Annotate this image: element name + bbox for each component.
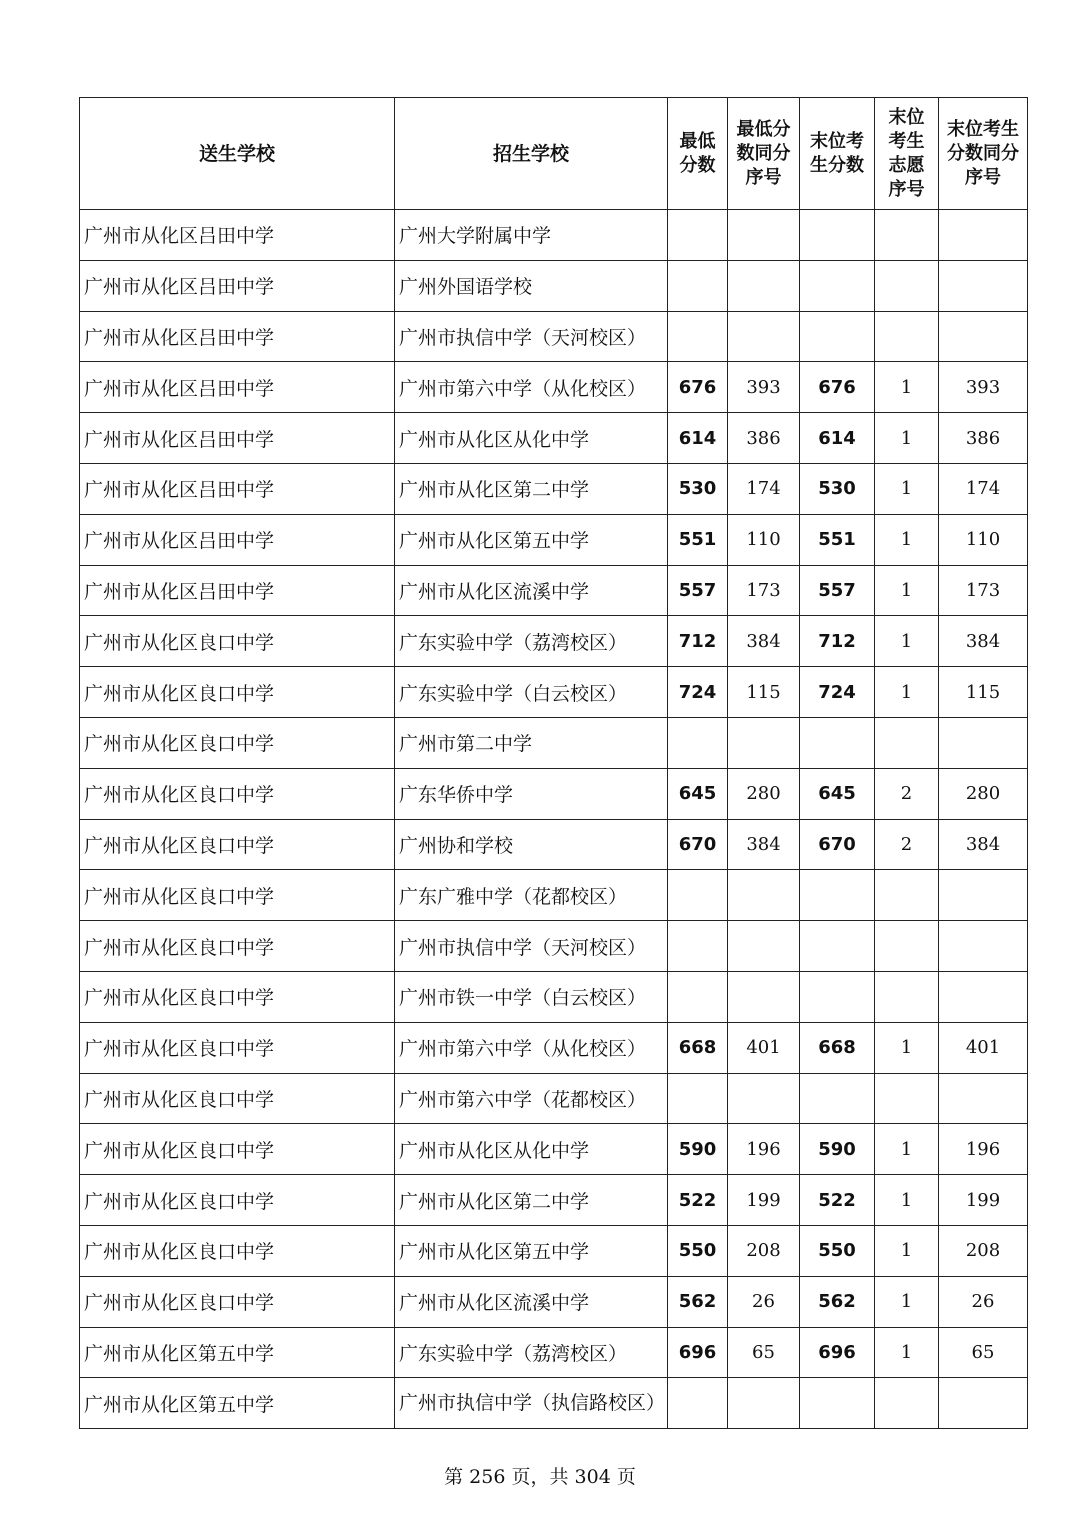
last-student-score-cell: [800, 1378, 875, 1429]
last-student-choice-rank-cell: [875, 260, 939, 311]
last-student-choice-rank-cell: 1: [875, 413, 939, 464]
last-student-choice-rank-cell: 1: [875, 1124, 939, 1175]
last-student-tie-rank-cell: [939, 1073, 1028, 1124]
table-row: [80, 971, 1028, 1022]
min-score-cell: 670: [668, 819, 728, 870]
min-score-tie-rank-cell: [728, 1378, 800, 1429]
last-student-score-cell: 724: [800, 667, 875, 718]
sending-school-cell: 广州市从化区良口中学: [80, 1073, 395, 1124]
table-row: [80, 514, 1028, 565]
table-row: [80, 362, 1028, 413]
last-student-tie-rank-cell: 386: [939, 413, 1028, 464]
header-sending-school: 送生学校: [80, 98, 395, 210]
last-student-choice-rank-cell: 1: [875, 1225, 939, 1276]
last-student-tie-rank-cell: 65: [939, 1327, 1028, 1378]
last-student-tie-rank-cell: 173: [939, 565, 1028, 616]
admitting-school-cell: 广州市从化区流溪中学: [395, 1276, 668, 1327]
header-row: [80, 98, 1028, 210]
min-score-tie-rank-cell: 401: [728, 1022, 800, 1073]
min-score-cell: 696: [668, 1327, 728, 1378]
admission-results-table: [79, 97, 1028, 1429]
admitting-school-cell: 广州市从化区第二中学: [395, 463, 668, 514]
last-student-score-cell: [800, 260, 875, 311]
admitting-school-cell: 广州市从化区第五中学: [395, 1225, 668, 1276]
table-row: [80, 311, 1028, 362]
sending-school-cell: 广州市从化区吕田中学: [80, 514, 395, 565]
table-row: [80, 1124, 1028, 1175]
last-student-choice-rank-cell: 1: [875, 1175, 939, 1226]
header-min-score: 最低 分数: [668, 98, 728, 210]
table-row: [80, 870, 1028, 921]
admitting-school-cell: 广州市执信中学（天河校区）: [395, 921, 668, 972]
last-student-choice-rank-cell: 1: [875, 667, 939, 718]
last-student-score-cell: 614: [800, 413, 875, 464]
table-row: [80, 1175, 1028, 1226]
table-row: [80, 210, 1028, 261]
last-student-choice-rank-cell: 1: [875, 362, 939, 413]
min-score-tie-rank-cell: 115: [728, 667, 800, 718]
min-score-tie-rank-cell: [728, 717, 800, 768]
table-row: [80, 1225, 1028, 1276]
sending-school-cell: 广州市从化区吕田中学: [80, 463, 395, 514]
sending-school-cell: 广州市从化区吕田中学: [80, 311, 395, 362]
last-student-tie-rank-cell: [939, 210, 1028, 261]
admitting-school-cell: 广东实验中学（荔湾校区）: [395, 616, 668, 667]
min-score-cell: [668, 717, 728, 768]
sending-school-cell: 广州市从化区良口中学: [80, 819, 395, 870]
last-student-tie-rank-cell: [939, 921, 1028, 972]
min-score-tie-rank-cell: 393: [728, 362, 800, 413]
min-score-cell: 668: [668, 1022, 728, 1073]
min-score-cell: 645: [668, 768, 728, 819]
sending-school-cell: 广州市从化区吕田中学: [80, 413, 395, 464]
admitting-school-cell: 广州协和学校: [395, 819, 668, 870]
min-score-tie-rank-cell: [728, 870, 800, 921]
min-score-cell: 522: [668, 1175, 728, 1226]
sending-school-cell: 广州市从化区良口中学: [80, 1276, 395, 1327]
sending-school-cell: 广州市从化区良口中学: [80, 1022, 395, 1073]
admitting-school-cell: 广州市执信中学（天河校区）: [395, 311, 668, 362]
last-student-score-cell: 590: [800, 1124, 875, 1175]
sending-school-cell: 广州市从化区良口中学: [80, 870, 395, 921]
sending-school-cell: 广州市从化区良口中学: [80, 667, 395, 718]
min-score-cell: 551: [668, 514, 728, 565]
header-last-student-choice-rank: 末位 考生 志愿 序号: [875, 98, 939, 210]
sending-school-cell: 广州市从化区第五中学: [80, 1327, 395, 1378]
last-student-tie-rank-cell: [939, 260, 1028, 311]
last-student-score-cell: [800, 870, 875, 921]
table-row: [80, 768, 1028, 819]
sending-school-cell: 广州市从化区吕田中学: [80, 260, 395, 311]
min-score-cell: 676: [668, 362, 728, 413]
table-row: [80, 1073, 1028, 1124]
last-student-tie-rank-cell: 110: [939, 514, 1028, 565]
last-student-choice-rank-cell: [875, 1378, 939, 1429]
min-score-tie-rank-cell: 280: [728, 768, 800, 819]
min-score-cell: [668, 1073, 728, 1124]
min-score-tie-rank-cell: 173: [728, 565, 800, 616]
table-row: [80, 1276, 1028, 1327]
table-row: [80, 260, 1028, 311]
min-score-cell: [668, 1378, 728, 1429]
last-student-score-cell: [800, 971, 875, 1022]
admitting-school-cell: 广东实验中学（荔湾校区）: [395, 1327, 668, 1378]
last-student-tie-rank-cell: 208: [939, 1225, 1028, 1276]
sending-school-cell: 广州市从化区良口中学: [80, 768, 395, 819]
min-score-tie-rank-cell: 384: [728, 819, 800, 870]
sending-school-cell: 广州市从化区良口中学: [80, 616, 395, 667]
sending-school-cell: 广州市从化区良口中学: [80, 1225, 395, 1276]
last-student-score-cell: [800, 717, 875, 768]
table-body: [80, 210, 1028, 1429]
table-row: [80, 413, 1028, 464]
table-row: [80, 921, 1028, 972]
admitting-school-cell: 广州市执信中学（执信路校区）: [395, 1378, 668, 1429]
min-score-tie-rank-cell: [728, 210, 800, 261]
header-last-student-tie-rank: 末位考生 分数同分 序号: [939, 98, 1028, 210]
sending-school-cell: 广州市从化区良口中学: [80, 1175, 395, 1226]
header-last-student-score: 末位考 生分数: [800, 98, 875, 210]
table-row: [80, 565, 1028, 616]
last-student-tie-rank-cell: 196: [939, 1124, 1028, 1175]
table-row: [80, 1378, 1028, 1429]
last-student-score-cell: 551: [800, 514, 875, 565]
page-footer: 第 256 页，共 304 页: [444, 1466, 636, 1488]
min-score-cell: 562: [668, 1276, 728, 1327]
min-score-tie-rank-cell: 110: [728, 514, 800, 565]
min-score-tie-rank-cell: [728, 921, 800, 972]
sending-school-cell: 广州市从化区良口中学: [80, 921, 395, 972]
min-score-cell: [668, 971, 728, 1022]
admitting-school-cell: 广州外国语学校: [395, 260, 668, 311]
min-score-cell: [668, 260, 728, 311]
last-student-choice-rank-cell: [875, 311, 939, 362]
min-score-tie-rank-cell: [728, 1073, 800, 1124]
last-student-score-cell: 557: [800, 565, 875, 616]
min-score-tie-rank-cell: 174: [728, 463, 800, 514]
admitting-school-cell: 广东广雅中学（花都校区）: [395, 870, 668, 921]
last-student-choice-rank-cell: 1: [875, 616, 939, 667]
last-student-tie-rank-cell: [939, 870, 1028, 921]
min-score-cell: [668, 210, 728, 261]
table-row: [80, 616, 1028, 667]
table-row: [80, 717, 1028, 768]
last-student-score-cell: [800, 210, 875, 261]
table-header: [80, 98, 1028, 210]
sending-school-cell: 广州市从化区吕田中学: [80, 210, 395, 261]
min-score-tie-rank-cell: [728, 260, 800, 311]
last-student-tie-rank-cell: 174: [939, 463, 1028, 514]
min-score-cell: 590: [668, 1124, 728, 1175]
last-student-choice-rank-cell: 1: [875, 514, 939, 565]
table-row: [80, 463, 1028, 514]
last-student-tie-rank-cell: [939, 717, 1028, 768]
last-student-choice-rank-cell: [875, 971, 939, 1022]
last-student-score-cell: 712: [800, 616, 875, 667]
last-student-tie-rank-cell: [939, 311, 1028, 362]
sending-school-cell: 广州市从化区良口中学: [80, 1124, 395, 1175]
table-row: [80, 819, 1028, 870]
admitting-school-cell: 广州市从化区流溪中学: [395, 565, 668, 616]
admitting-school-cell: 广州市第二中学: [395, 717, 668, 768]
last-student-choice-rank-cell: 1: [875, 1276, 939, 1327]
admitting-school-cell: 广州市从化区第二中学: [395, 1175, 668, 1226]
last-student-tie-rank-cell: 393: [939, 362, 1028, 413]
last-student-choice-rank-cell: 1: [875, 463, 939, 514]
admitting-school-cell: 广州市从化区第五中学: [395, 514, 668, 565]
min-score-cell: 550: [668, 1225, 728, 1276]
table-row: [80, 1327, 1028, 1378]
last-student-score-cell: 550: [800, 1225, 875, 1276]
min-score-cell: 530: [668, 463, 728, 514]
last-student-tie-rank-cell: [939, 971, 1028, 1022]
table-row: [80, 667, 1028, 718]
last-student-choice-rank-cell: [875, 1073, 939, 1124]
last-student-choice-rank-cell: [875, 717, 939, 768]
last-student-choice-rank-cell: 1: [875, 1022, 939, 1073]
min-score-tie-rank-cell: 384: [728, 616, 800, 667]
min-score-tie-rank-cell: [728, 311, 800, 362]
min-score-tie-rank-cell: 208: [728, 1225, 800, 1276]
last-student-tie-rank-cell: 26: [939, 1276, 1028, 1327]
min-score-cell: [668, 311, 728, 362]
last-student-score-cell: 676: [800, 362, 875, 413]
last-student-choice-rank-cell: [875, 921, 939, 972]
min-score-tie-rank-cell: 386: [728, 413, 800, 464]
last-student-choice-rank-cell: 1: [875, 565, 939, 616]
table-row: [80, 1022, 1028, 1073]
min-score-cell: [668, 921, 728, 972]
last-student-choice-rank-cell: [875, 870, 939, 921]
sending-school-cell: 广州市从化区良口中学: [80, 971, 395, 1022]
last-student-score-cell: 562: [800, 1276, 875, 1327]
admitting-school-cell: 广州市第六中学（从化校区）: [395, 1022, 668, 1073]
min-score-tie-rank-cell: 65: [728, 1327, 800, 1378]
admitting-school-cell: 广州大学附属中学: [395, 210, 668, 261]
admitting-school-cell: 广州市从化区从化中学: [395, 1124, 668, 1175]
min-score-cell: 557: [668, 565, 728, 616]
sending-school-cell: 广州市从化区吕田中学: [80, 362, 395, 413]
last-student-choice-rank-cell: [875, 210, 939, 261]
last-student-score-cell: 670: [800, 819, 875, 870]
header-admitting-school: 招生学校: [395, 98, 668, 210]
min-score-tie-rank-cell: 196: [728, 1124, 800, 1175]
min-score-cell: 724: [668, 667, 728, 718]
admitting-school-cell: 广东实验中学（白云校区）: [395, 667, 668, 718]
last-student-choice-rank-cell: 2: [875, 768, 939, 819]
last-student-tie-rank-cell: [939, 1378, 1028, 1429]
sending-school-cell: 广州市从化区吕田中学: [80, 565, 395, 616]
last-student-choice-rank-cell: 1: [875, 1327, 939, 1378]
last-student-score-cell: [800, 311, 875, 362]
min-score-tie-rank-cell: [728, 971, 800, 1022]
last-student-score-cell: 696: [800, 1327, 875, 1378]
sending-school-cell: 广州市从化区良口中学: [80, 717, 395, 768]
min-score-tie-rank-cell: 26: [728, 1276, 800, 1327]
admitting-school-cell: 广州市从化区从化中学: [395, 413, 668, 464]
min-score-tie-rank-cell: 199: [728, 1175, 800, 1226]
min-score-cell: 712: [668, 616, 728, 667]
last-student-tie-rank-cell: 384: [939, 819, 1028, 870]
last-student-score-cell: [800, 1073, 875, 1124]
last-student-tie-rank-cell: 401: [939, 1022, 1028, 1073]
last-student-score-cell: 522: [800, 1175, 875, 1226]
sending-school-cell: 广州市从化区第五中学: [80, 1378, 395, 1429]
last-student-score-cell: 668: [800, 1022, 875, 1073]
last-student-score-cell: 645: [800, 768, 875, 819]
min-score-cell: [668, 870, 728, 921]
admitting-school-cell: 广州市铁一中学（白云校区）: [395, 971, 668, 1022]
last-student-choice-rank-cell: 2: [875, 819, 939, 870]
last-student-score-cell: 530: [800, 463, 875, 514]
admitting-school-cell: 广州市第六中学（从化校区）: [395, 362, 668, 413]
min-score-cell: 614: [668, 413, 728, 464]
admitting-school-cell: 广东华侨中学: [395, 768, 668, 819]
last-student-tie-rank-cell: 199: [939, 1175, 1028, 1226]
last-student-tie-rank-cell: 280: [939, 768, 1028, 819]
last-student-tie-rank-cell: 384: [939, 616, 1028, 667]
header-min-score-tie-rank: 最低分 数同分 序号: [728, 98, 800, 210]
last-student-tie-rank-cell: 115: [939, 667, 1028, 718]
last-student-score-cell: [800, 921, 875, 972]
admitting-school-cell: 广州市第六中学（花都校区）: [395, 1073, 668, 1124]
